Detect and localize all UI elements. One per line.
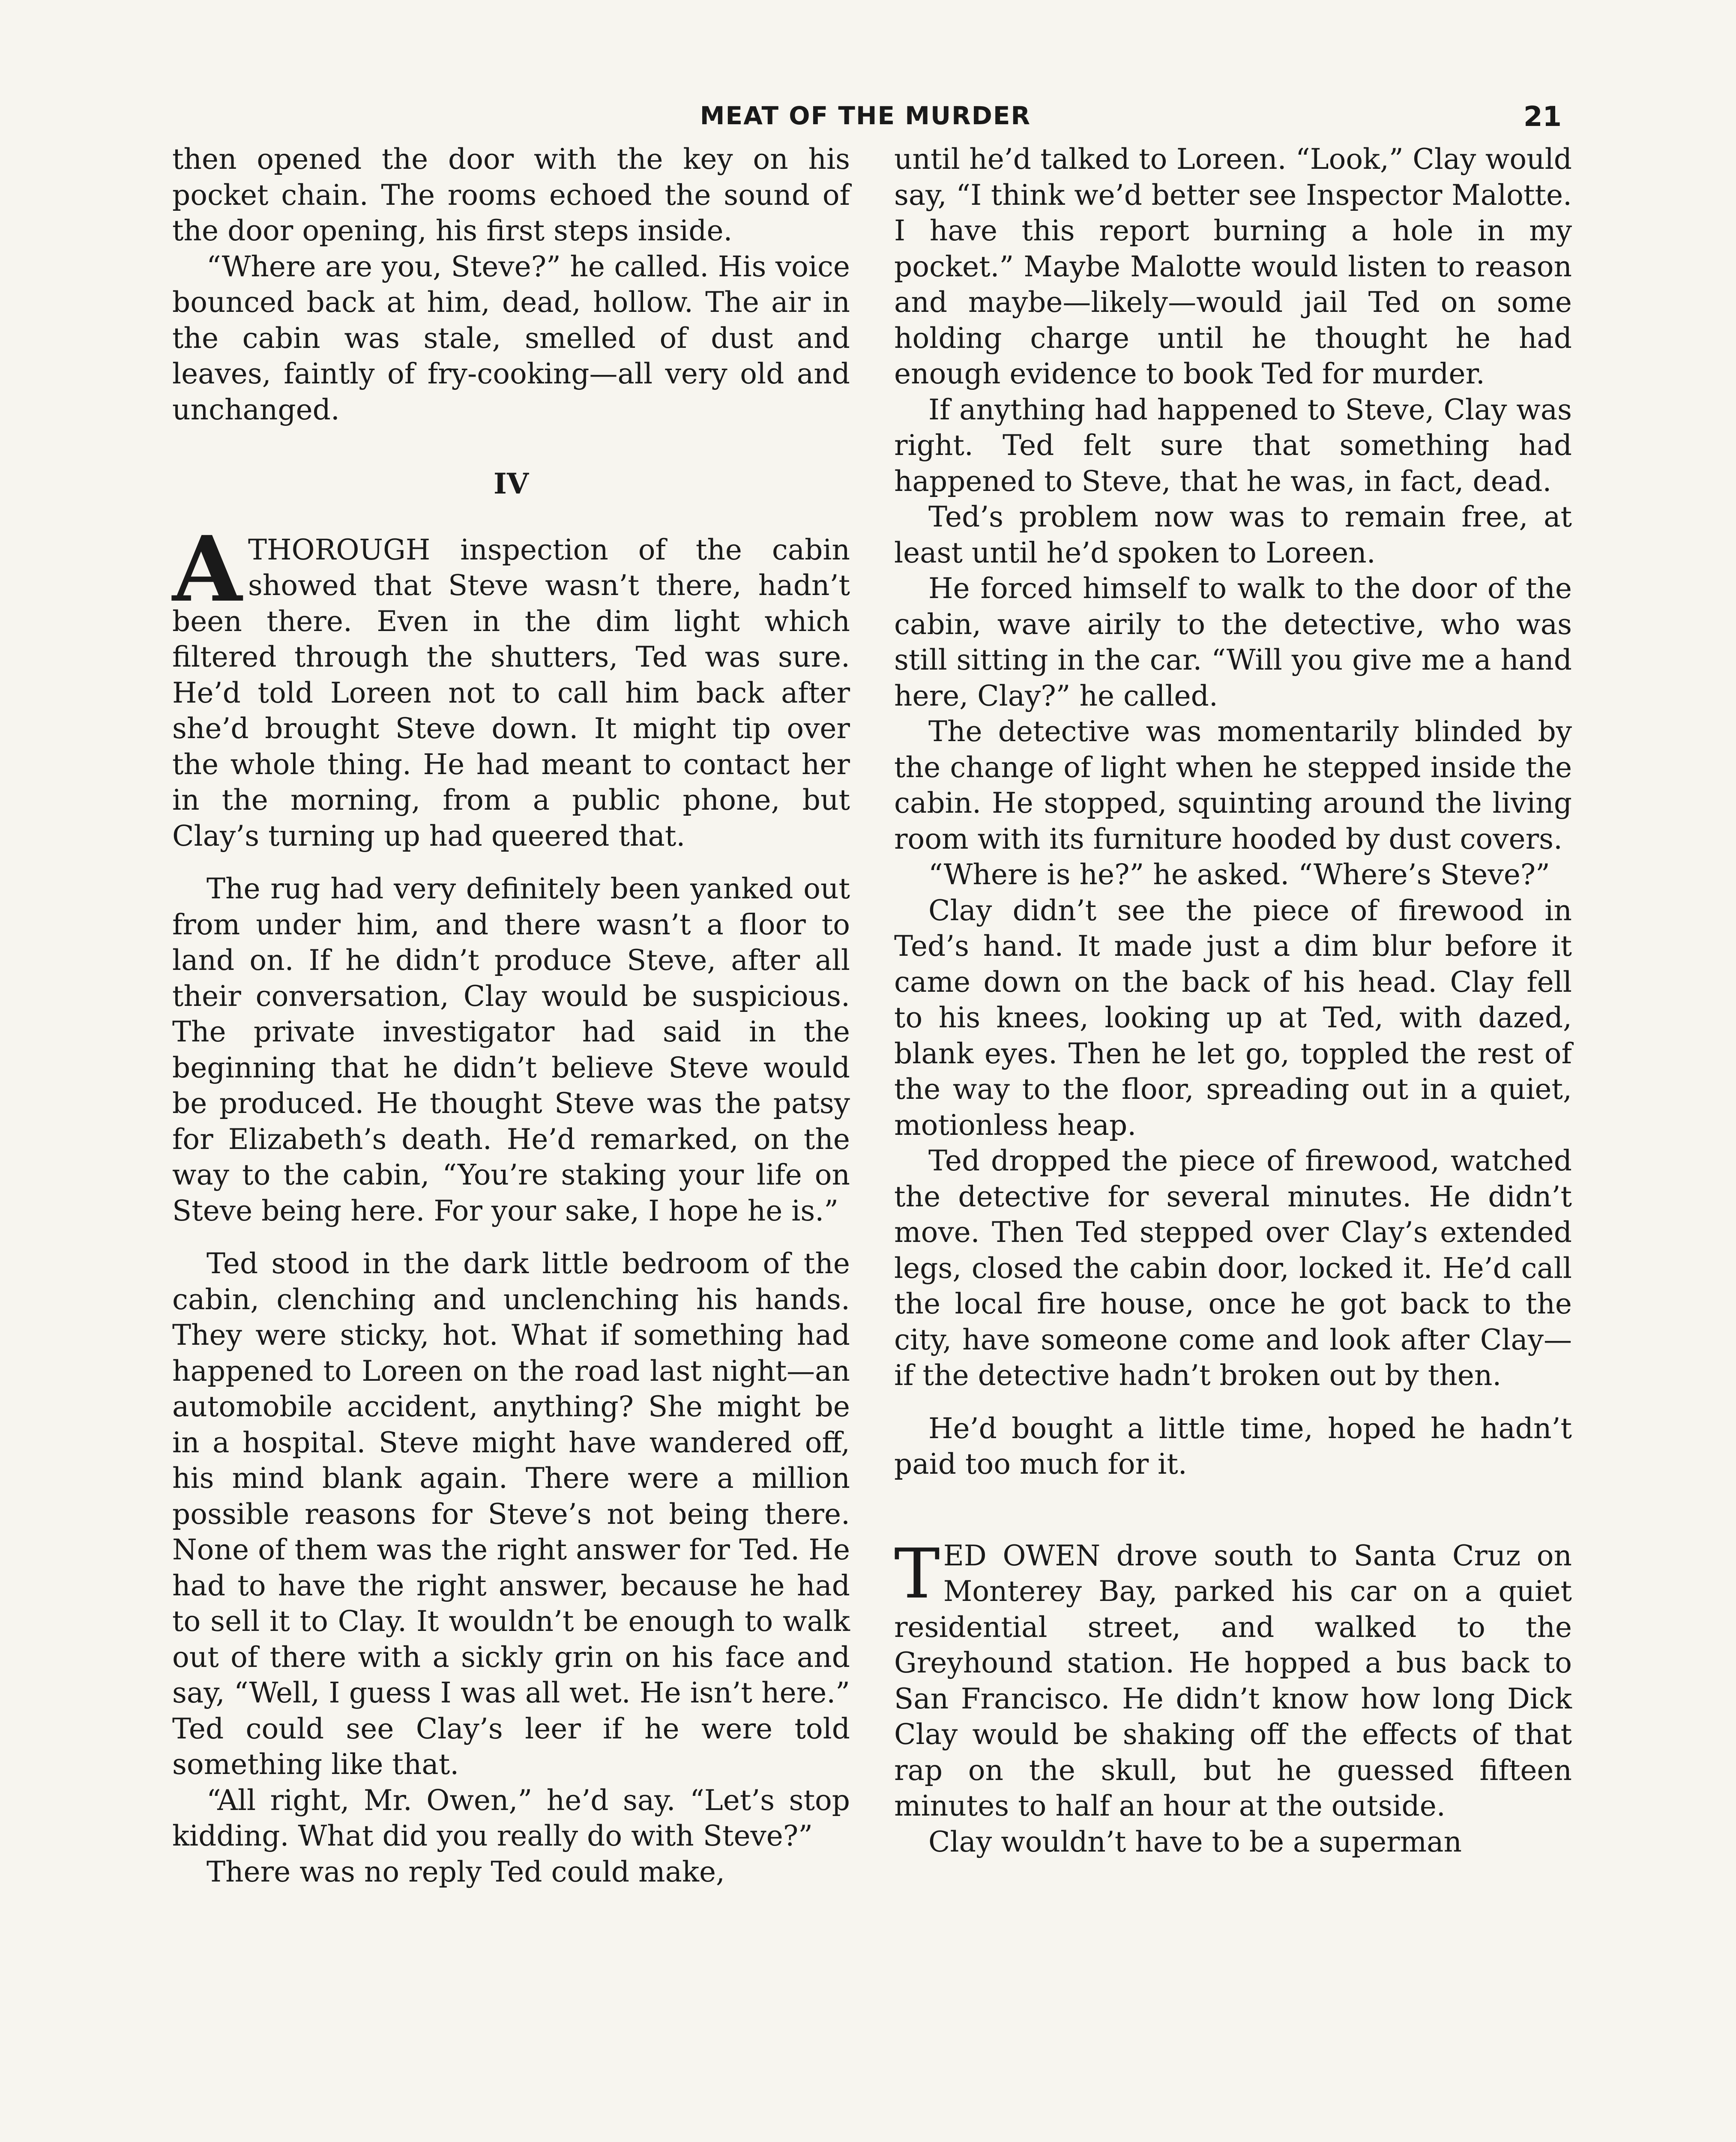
paragraph: “Where are you, Steve?” he called. His voice bounced back at him, dead, hollow. The air in the cabin was stale, smelled of dust and leaves, faintly of fry-cooking—all very old and unchanged.	[172, 250, 850, 426]
paragraph: Ted’s problem now was to remain free, at least until he’d spoken to Loreen.	[894, 500, 1572, 569]
paragraph: “All right, Mr. Owen,” he’d say. “Let’s stop kidding. What did you really do with Steve?”	[172, 1783, 850, 1852]
story-title: MEAT OF THE MURDER	[700, 101, 1031, 130]
paragraph: There was no reply Ted could make,	[207, 1855, 725, 1888]
paragraph: Clay didn’t see the piece of firewood in Ted’s hand. It made just a dim blur before it came down on the back of his head. Clay fell to his knees, looking up at Ted, with dazed, blank eyes. Then he let go, toppled the rest of the way to the floor, spreading out in a quiet, motionless heap.	[894, 894, 1572, 1142]
paragraph: “Where is he?” he asked. “Where’s Steve?”	[928, 858, 1550, 891]
section-heading: IV	[493, 467, 529, 500]
paragraph: If anything had happened to Steve, Clay was right. Ted felt sure that something had happened to Steve, that he was, in fact, dead.	[894, 393, 1572, 498]
paragraph: The rug had very definitely been yanked out from under him, and there wasn’t a floor to land on. If he didn’t produce Steve, after all their conversation, Clay would be suspicious. The private investigator had said in the beginning that he didn’t believe Steve would be produced. He thought Steve was the patsy for Elizabeth’s death. He’d remarked, on the way to the cabin, “You’re staking your life on Steve being here. For your sake, I hope he is.”	[172, 872, 850, 1227]
paragraph: He forced himself to walk to the door of the cabin, wave airily to the detective, who was still sitting in the car. “Will you give me a hand here, Clay?” he called.	[894, 572, 1572, 712]
paragraph-dropcap	[172, 516, 850, 854]
paragraph: He’d bought a little time, hoped he hadn’t paid too much for it.	[894, 1412, 1572, 1481]
paragraph: The detective was momentarily blinded by the change of light when he stepped inside the cabin. He stopped, squinting around the living room with its furniture hooded by dust covers.	[894, 715, 1572, 856]
paragraph: Clay wouldn’t have to be a superman	[928, 1825, 1462, 1858]
paragraph: until he’d talked to Loreen. “Look,” Clay would say, “I think we’d better see Inspector Malotte. I have this report burning a hole in my pocket.” Maybe Malotte would listen to reason and maybe—likely—would jail Ted on some holding charge until he thought he had enough evidence to book Ted for murder.	[894, 143, 1572, 390]
paragraph-text: drove south to Santa Cruz on Monterey Bay, parked his car on a quiet residential street, and walked to the Greyhound station. He hopped a bus back to San Francisco. He didn’t know how long Dick Clay would be shaking off the effects of that rap on the skull, but he guessed fifteen minutes to half an hour at the outside.	[894, 1539, 1572, 1822]
page-number: 21	[1523, 101, 1562, 133]
left-column	[172, 141, 850, 1890]
running-header	[169, 101, 1562, 135]
paragraph-text: inspection of the cabin showed that Steve wasn’t there, hadn’t been there. Even in the dim light which filtered through the shutters, Ted was sure. He’d told Loreen not to call him back after she’d brought Steve down. It might tip over the whole thing. He had meant to contact her in the morning, from a public phone, but Clay’s turning up had queered that.	[172, 533, 850, 853]
paragraph: Ted dropped the piece of firewood, watched the detective for several minutes. He didn’t move. Then Ted stepped over Clay’s extended legs, closed the cabin door, locked it. He’d call the local fire house, once he got back to the city, have someone come and look after Clay—if the detective hadn’t broken out by then.	[894, 1144, 1572, 1392]
drop-cap: A	[172, 516, 242, 622]
drop-cap: T	[894, 1533, 940, 1614]
lead-word: ED OWEN	[943, 1539, 1101, 1572]
right-column	[894, 141, 1572, 1860]
lead-word: THOROUGH	[248, 533, 431, 566]
paragraph: Ted stood in the dark little bedroom of the cabin, clenching and unclenching his hands. They were sticky, hot. What if something had happened to Loreen on the road last night—an automobile accident, anything? She might be in a hospital. Steve might have wandered off, his mind blank again. There were a million possible reasons for Steve’s not being there. None of them was the right answer for Ted. He had to have the right answer, because he had to sell it to Clay. It wouldn’t be enough to walk out of there with a sickly grin on his face and say, “Well, I guess I was all wet. He isn’t here.” Ted could see Clay’s leer if he were told something like that.	[172, 1247, 850, 1781]
paragraph-dropcap	[894, 1533, 1572, 1824]
paragraph: then opened the door with the key on his pocket chain. The rooms echoed the sound of the door opening, his first steps inside.	[172, 143, 850, 247]
